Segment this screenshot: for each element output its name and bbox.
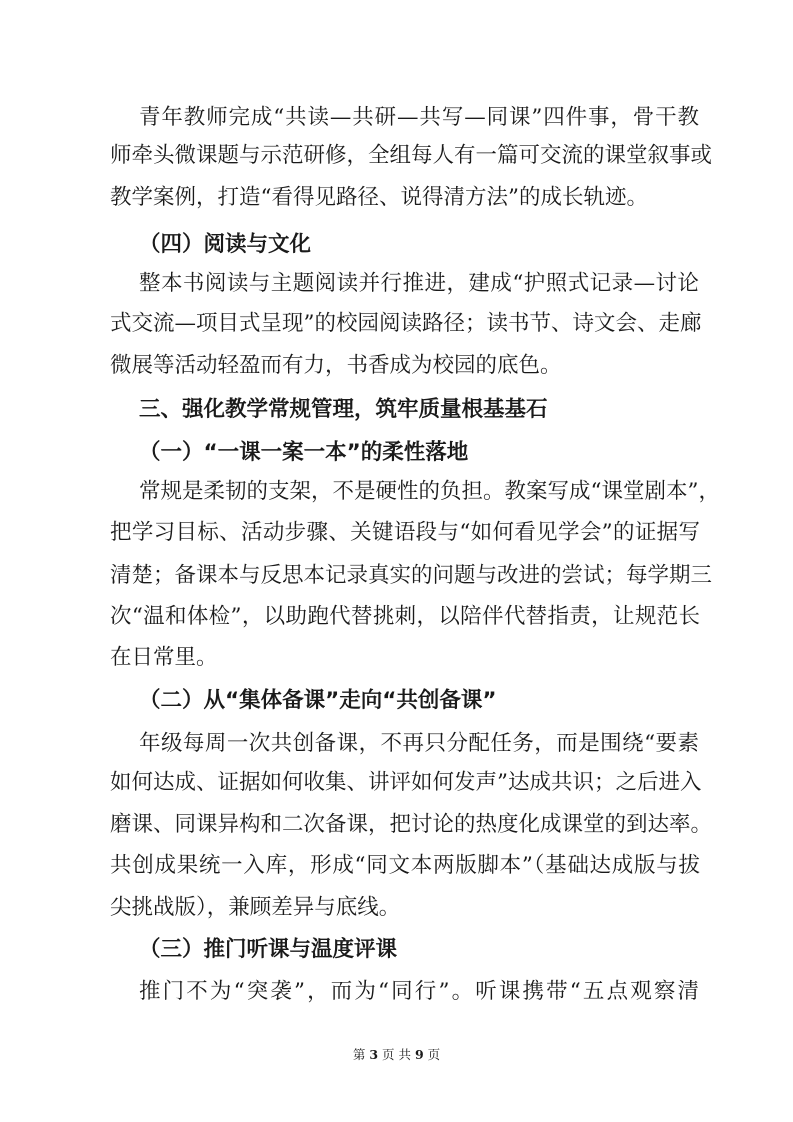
section-heading: （一）“一课一案一本”的柔性落地 [139, 440, 469, 465]
section-heading: （四）阅读与文化 [139, 232, 312, 257]
paragraph-line: 把学习目标、活动步骤、关键语段与“如何看见学会”的证据写 [110, 520, 700, 545]
paragraph-line: 青年教师完成“共读—共研—共写—同课”四件事，骨干教 [139, 105, 699, 130]
paragraph-line: 微展等活动轻盈而有力，书香成为校园的底色。 [110, 353, 562, 378]
paragraph-line: 如何达成、证据如何收集、讲评如何发声”达成共识；之后进入 [110, 770, 702, 795]
section-heading: 三、强化教学常规管理，筑牢质量根基基石 [139, 397, 548, 422]
paragraph-line: 教学案例，打造“看得见路径、说得清方法”的成长轨迹。 [110, 185, 648, 210]
paragraph-line: 清楚；备课本与反思本记录真实的问题与改进的尝试；每学期三 [110, 563, 713, 588]
paragraph-line: 次“温和体检”，以助跑代替挑刺，以陪伴代替指责，让规范长 [110, 604, 700, 629]
paragraph-line: 在日常里。 [110, 645, 218, 670]
footer-middle: 页 共 [378, 1047, 415, 1062]
paragraph-line: 常规是柔韧的支架，不是硬性的负担。教案写成“课堂剧本”， [139, 479, 720, 504]
total-page-number: 9 [414, 1047, 424, 1062]
paragraph-line: 式交流—项目式呈现”的校园阅读路径；读书节、诗文会、走廊 [110, 311, 702, 336]
current-page-number: 3 [369, 1047, 379, 1062]
paragraph-line: 整本书阅读与主题阅读并行推进，建成“护照式记录—讨论 [139, 271, 699, 296]
paragraph-line: 磨课、同课异构和二次备课，把讨论的热度化成课堂的到达率。 [110, 812, 713, 837]
section-heading: （三）推门听课与温度评课 [139, 937, 398, 962]
page-number-footer [0, 1045, 793, 1063]
paragraph-line: 尖挑战版），兼顾差异与底线。 [110, 895, 401, 920]
paragraph-line: 年级每周一次共创备课，不再只分配任务，而是围绕“要素 [139, 731, 699, 756]
footer-prefix: 第 [352, 1047, 370, 1062]
paragraph-line: 师牵头微课题与示范研修，全组每人有一篇可交流的课堂叙事或 [110, 143, 713, 168]
footer-suffix: 页 [423, 1047, 441, 1062]
section-heading: （二）从“集体备课”走向“共创备课” [139, 688, 497, 713]
paragraph-line: 推门不为“突袭”，而为“同行”。听课携带“五点观察清 [139, 979, 699, 1004]
paragraph-line: 共创成果统一入库，形成“同文本两版脚本”（基础达成版与拔 [110, 853, 700, 878]
